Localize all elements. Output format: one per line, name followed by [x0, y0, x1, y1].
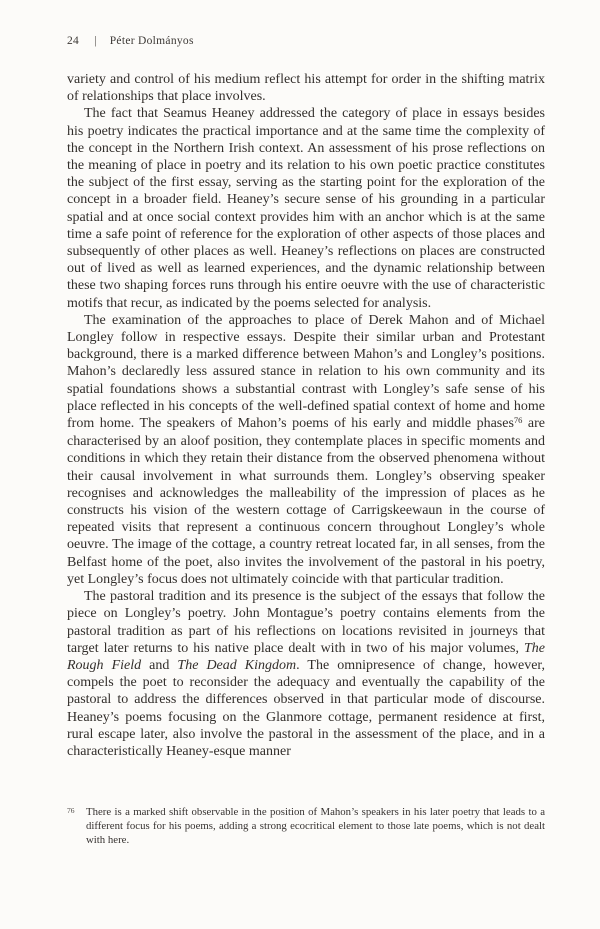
text-run: variety and control of his medium reflect his attempt for order in the shifting matrix of relationships that place involves.: [67, 72, 545, 105]
footnote-marker: 76: [67, 806, 75, 815]
text-run: The fact that Seamus Heaney addressed the category of place in essays besides his poetry indicates the practical importance and at the same time the complexity of the concept in the Northern Irish context. An assessment of his prose reflections on the meaning of place in poetry and its relation to his own poetic practice constitutes the subject of the first essay, serving as the starting point for the exploration of the concept in a broader field. Heaney’s secure sense of his grounding in a particular spatial and at once social context provides him with an anchor which is at the same time a safe point of reference for the exploration of other aspects of those places and subsequently of other places as well. Heaney’s reflections on places are constructed out of lived as well as learned experiences, and the dynamic relationship between these two shaping forces runs through his entire oeuvre with the use of characteristic motifs that recur, as indicated by the poems selected for analysis.: [67, 106, 545, 311]
italic-title-text: The Rough Field: [67, 640, 545, 673]
page-number: 24: [67, 35, 80, 47]
footnote: [67, 806, 545, 848]
paragraph: [67, 312, 545, 588]
footnote-text: There is a marked shift observable in the position of Mahon’s speakers in his later poetry that leads to a different focus for his poems, adding a strong ecocritical element to those late poems, which is not dealt with here.: [86, 806, 545, 846]
running-header: [67, 35, 545, 47]
body-text: [67, 71, 545, 760]
text-run: . The omnipresence of change, however, compels the poet to reconsider the adequacy and eventually the capability of the pastoral to address the differences observed in that particular mode of discourse. Heaney’s poems focusing on the Glanmore cottage, permanent residence at first, rural escape later, also involve the pastoral in the assessment of the place, and in a characteristically Heaney-esque manner: [67, 657, 546, 759]
text-run: and: [141, 657, 178, 673]
paragraph: [67, 105, 545, 311]
header-separator: |: [94, 35, 97, 47]
text-run: The examination of the approaches to place of Derek Mahon and of Michael Longley follow in respective essays. Despite their similar urban and Protestant background, there is a marked difference between Mahon’s and Longley’s positions. Mahon’s declaredly less assured stance in relation to his own community and its spatial foundations shows a substantial contrast with Longley’s safe sense of his place reflected in his concepts of the well-defined spatial context of home and home from home. The speakers of Mahon’s poems of his early and middle phases: [67, 312, 545, 432]
text-run: The pastoral tradition and its presence is the subject of the essays that follow the piece on Longley’s poetry. John Montague’s poetry contains elements from the pastoral tradition as part of his reflections on locations revisited in journeys that target later returns to his native place dealt with in two of his major volumes,: [67, 589, 545, 656]
running-header-author: Péter Dolmányos: [109, 35, 194, 47]
footnote-reference: 76: [513, 414, 523, 425]
paragraph: [67, 588, 545, 760]
paragraph: [67, 71, 545, 105]
italic-title-text: The Dead Kingdom: [177, 657, 297, 673]
text-run: are characterised by an aloof position, they contemplate places in specific moments and conditions in which they retain their distance from the observed phenomena without their causal involvement in what surrounds them. Longley’s observing speaker recognises and acknowledges the malleability of the impression of places as he constructs his vision of the western cottage of Carrigskeewaun in the course of repeated visits that represent a continuous concern throughout Longley’s whole oeuvre. The image of the cottage, a country retreat located far, in all senses, from the Belfast home of the poet, also invites the involvement of the pastoral in his poetry, yet Longley’s focus does not ultimately coincide with that particular tradition.: [67, 416, 545, 587]
